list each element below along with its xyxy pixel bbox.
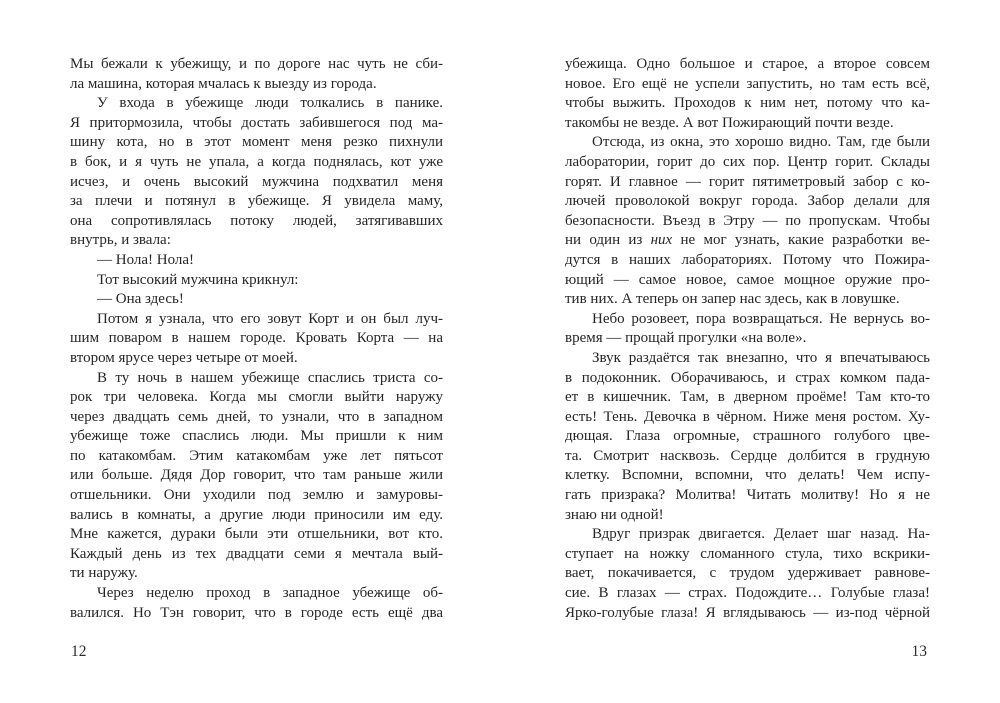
text-line: ступает на ножку сломанного стула, тихо вскрики- — [565, 545, 930, 562]
text-line: Потом я узнала, что его зовут Корт и он был луч- — [97, 310, 443, 327]
text-line: лаборатории, горит до сих пор. Центр горит. Склады — [565, 153, 930, 170]
text-line: Ярко-голубые глаза! Я вглядываюсь — из-под чёрной — [565, 604, 930, 621]
text-line: ни один из них не мог узнать, какие разработки ве- — [565, 232, 930, 249]
text-line: через двадцать семь дней, то узнали, что в западном — [70, 408, 443, 425]
text-line: рок три человека. Когда мы смогли выйти наружу — [70, 389, 443, 406]
text-line: шину кота, но в этот момент меня резко пихнули — [70, 134, 443, 151]
left-page-text-column — [70, 55, 443, 623]
text-line: сие. В глазах — страх. Подождите… Голубые глаза! — [565, 585, 930, 602]
text-line: Отсюда, из окна, это хорошо видно. Там, где были — [592, 134, 930, 151]
text-line: внутрь, и звала: — [70, 232, 171, 249]
text-line: та. Смотрит насквозь. Сердце долбится в грудную — [565, 447, 930, 464]
text-line: отшельники. Они уходили под землю и замуровы- — [70, 487, 443, 504]
text-line: валился. Но Тэн говорит, что в городе есть ещё два — [70, 604, 443, 621]
text-line: Я притормозила, чтобы достать забившегося под ма- — [70, 114, 443, 131]
text-line: в подоконник. Оборачиваюсь, и страх комком пада- — [565, 369, 930, 386]
text-line: Мне кажется, дураки были эти отшельники, вот кто. — [70, 526, 443, 543]
text-line: она сопротивлялась потоку людей, затягивавших — [70, 212, 443, 229]
text-line: — Она здесь! — [97, 291, 184, 308]
text-line: тив них. А теперь он запер нас здесь, как в ловушке. — [565, 291, 900, 308]
text-line: чтобы выжить. Проходов к ним нет, потому что ка- — [565, 95, 930, 112]
text-line: Вдруг призрак двигается. Делает шаг назад. На- — [592, 526, 930, 543]
text-line: гать призрака? Молитва! Читать молитву! Но я не — [565, 487, 930, 504]
text-line: исчез, и очень высокий мужчина подхватил меня — [70, 173, 443, 190]
page-number-right: 13 — [911, 643, 927, 660]
text-line: клетку. Вспомни, вспомни, что делать! Чем испу- — [565, 467, 930, 484]
text-line: Через неделю проход в западное убежище об- — [97, 585, 443, 602]
text-line: по катакомбам. Этим катакомбам уже лет пятьсот — [70, 447, 443, 464]
text-line: Каждый день из тех двадцати семи я мечтала вый- — [70, 545, 443, 562]
text-line: горят. И главное — горит пятиметровый забор с ко- — [565, 173, 930, 190]
text-line: ла машина, которая мчалась к выезду из города. — [70, 75, 377, 92]
text-line: новое. Его ещё не успели запустить, но там есть всё, — [565, 75, 930, 92]
text-line: знаю ни одной! — [565, 506, 664, 523]
text-line: в бок, и я чуть не упала, а когда поднялась, кот уже — [70, 153, 443, 170]
text-line: В ту ночь в нашем убежище спаслись триста со- — [97, 369, 443, 386]
text-line: убежище тоже спаслись люди. Мы пришли к ним — [70, 428, 443, 445]
text-line: вались в комнаты, а другие люди приносили им еду. — [70, 506, 443, 523]
text-line: убежища. Одно большое и старое, а второе совсем — [565, 56, 930, 72]
text-line: дющая. Глаза огромные, страшного голубого цве- — [565, 428, 930, 445]
text-line: есть! Тень. Девочка в чёрном. Ниже меня ростом. Ху- — [565, 408, 930, 425]
text-line: ет в кишечник. Там, в дверном проёме! Там кто-то — [565, 389, 930, 406]
text-line: ти наружу. — [70, 565, 138, 582]
text-line: У входа в убежище люди толкались в панике. — [97, 95, 443, 112]
text-line: или больше. Дядя Дор говорит, что там раньше жили — [70, 467, 443, 484]
text-line: лючей проволокой вокруг города. Забор делали для — [565, 193, 930, 210]
text-line: время — прощай прогулки «на воле». — [565, 330, 807, 347]
page-number-left: 12 — [71, 643, 87, 660]
text-line: такомбы не везде. А вот Пожирающий почти везде. — [565, 114, 894, 131]
text-line: безопасности. Въезд в Этру — по пропускам. Чтобы — [565, 212, 930, 229]
text-line: шим поваром в нашем городе. Кровать Корта — на — [70, 330, 443, 347]
text-line: — Нола! Нола! — [97, 251, 195, 268]
text-line: вает, покачивается, с трудом удерживает равнове- — [565, 565, 930, 582]
text-line: Небо розовеет, пора возвращаться. Не вернусь во- — [592, 310, 930, 327]
text-line: Тот высокий мужчина крикнул: — [97, 271, 299, 288]
text-line: втором ярусе через четыре от моей. — [70, 349, 298, 366]
text-line: за плечи и потянул в убежище. Я увидела маму, — [70, 193, 443, 210]
text-line: Звук раздаётся так внезапно, что я впечатываюсь — [592, 349, 930, 366]
right-page-text-column — [565, 55, 930, 623]
text-line: дутся в наших лабораториях. Потому что Пожира- — [565, 251, 930, 268]
text-line: Мы бежали к убежищу, и по дороге нас чуть не сби- — [70, 56, 443, 72]
text-line: ющий — самое новое, самое мощное оружие про- — [565, 271, 930, 288]
